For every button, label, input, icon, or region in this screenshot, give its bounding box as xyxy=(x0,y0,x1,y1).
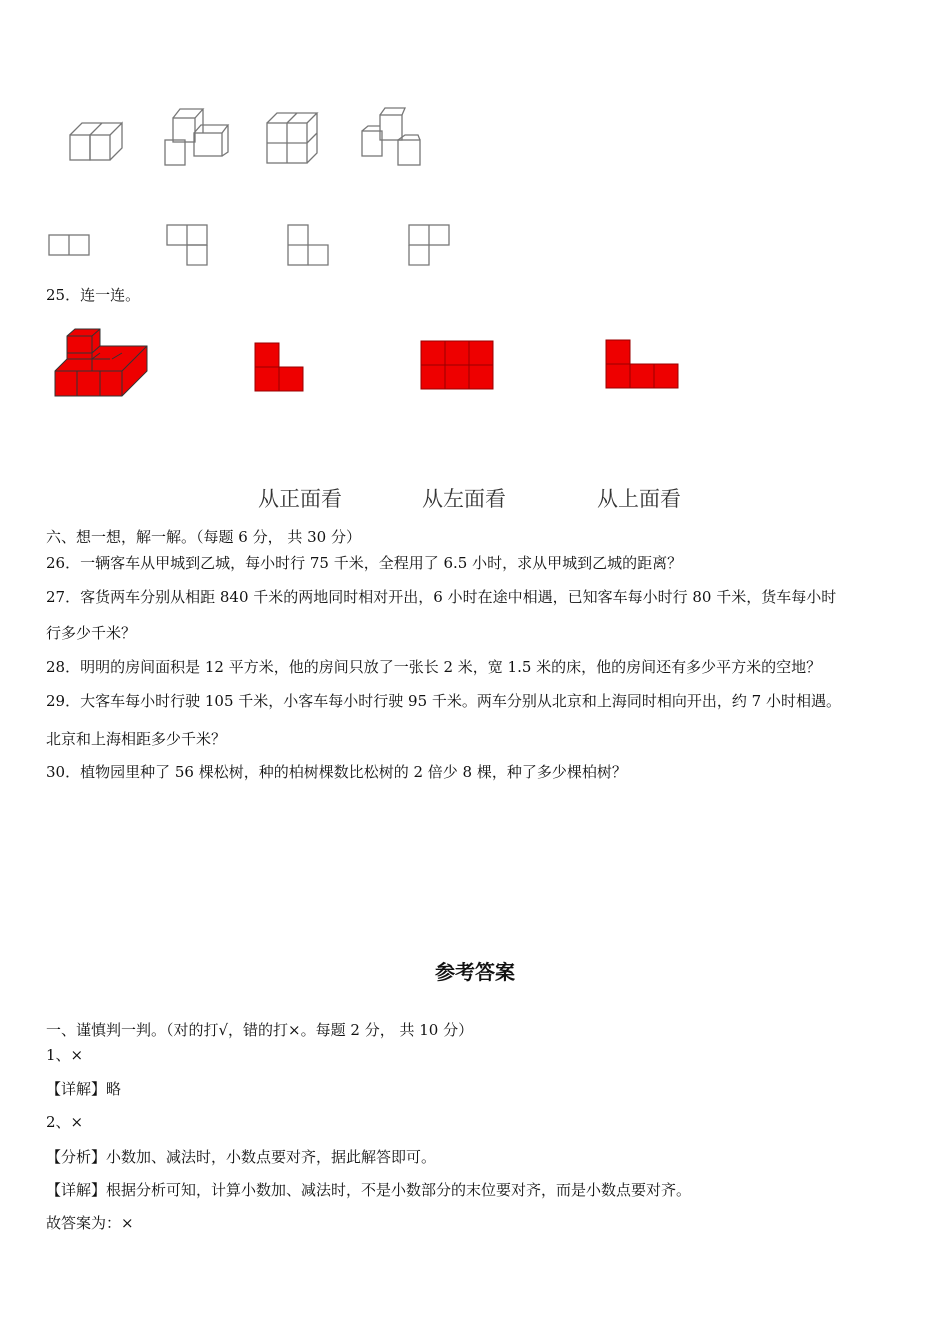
answers-title: 参考答案 xyxy=(435,960,515,984)
question-27-cont: 行多少千米？ xyxy=(46,624,137,642)
cube-figure-1 xyxy=(70,123,122,160)
answer-line: 【详解】略 xyxy=(46,1080,122,1098)
cube-figure-2 xyxy=(165,109,228,165)
cube-figure-4 xyxy=(362,108,420,165)
answer-line: 【分析】小数加、减法时，小数点要对齐，据此解答即可。 xyxy=(46,1148,437,1166)
cube-figures-3d xyxy=(60,95,440,175)
question-25-label: 25．连一连。 xyxy=(46,286,141,304)
answer-line: 2、× xyxy=(46,1113,84,1131)
question-27: 27．客货两车分别从相距 840 千米的两地同时相对开出，6 小时在途中相遇，已知客车每小时行 80 千米，货车每小时 xyxy=(46,588,837,606)
question-30: 30．植物园里种了 56 棵松树，种的柏树棵数比松树的 2 倍少 8 棵，种了多少棵柏树？ xyxy=(46,763,627,781)
answer-line: 【详解】根据分析可知，计算小数加、减法时，不是小数部分的末位要对齐，而是小数点要对齐。 xyxy=(46,1181,692,1199)
answer-line: 1、× xyxy=(46,1046,84,1064)
view-figure-2 xyxy=(167,225,207,265)
question-28: 28．明明的房间面积是 12 平方米，他的房间只放了一张长 2 米，宽 1.5 米的床，他的房间还有多少平方米的空地？ xyxy=(46,658,822,676)
cube-figure-3 xyxy=(267,113,317,163)
view-figure-1 xyxy=(49,235,89,255)
view-label-front: 从正面看 xyxy=(258,487,342,511)
view-label-top: 从上面看 xyxy=(597,487,681,511)
question-26: 26．一辆客车从甲城到乙城，每小时行 75 千米，全程用了 6.5 小时，求从甲城到乙城的距离？ xyxy=(46,554,683,572)
question-29-cont: 北京和上海相距多少千米？ xyxy=(46,730,227,748)
view-figure-3 xyxy=(288,225,328,265)
view-figure-4 xyxy=(409,225,449,265)
question-29: 29．大客车每小时行驶 105 千米，小客车每小时行驶 95 千米。两车分别从北京和上海同时相向开出，约 7 小时相遇。 xyxy=(46,692,841,710)
red-view-top xyxy=(420,340,494,392)
view-figures-2d xyxy=(46,222,466,272)
answers-section-1-heading: 一、谨慎判一判。（对的打√，错的打×。每题 2 分， 共 10 分） xyxy=(46,1021,474,1039)
answer-line: 故答案为：× xyxy=(46,1214,134,1232)
red-view-left xyxy=(254,342,306,394)
red-cube-figure xyxy=(52,326,152,401)
view-label-left: 从左面看 xyxy=(422,487,506,511)
section-6-heading: 六、想一想，解一解。（每题 6 分， 共 30 分） xyxy=(46,528,361,546)
red-view-front xyxy=(605,339,681,391)
